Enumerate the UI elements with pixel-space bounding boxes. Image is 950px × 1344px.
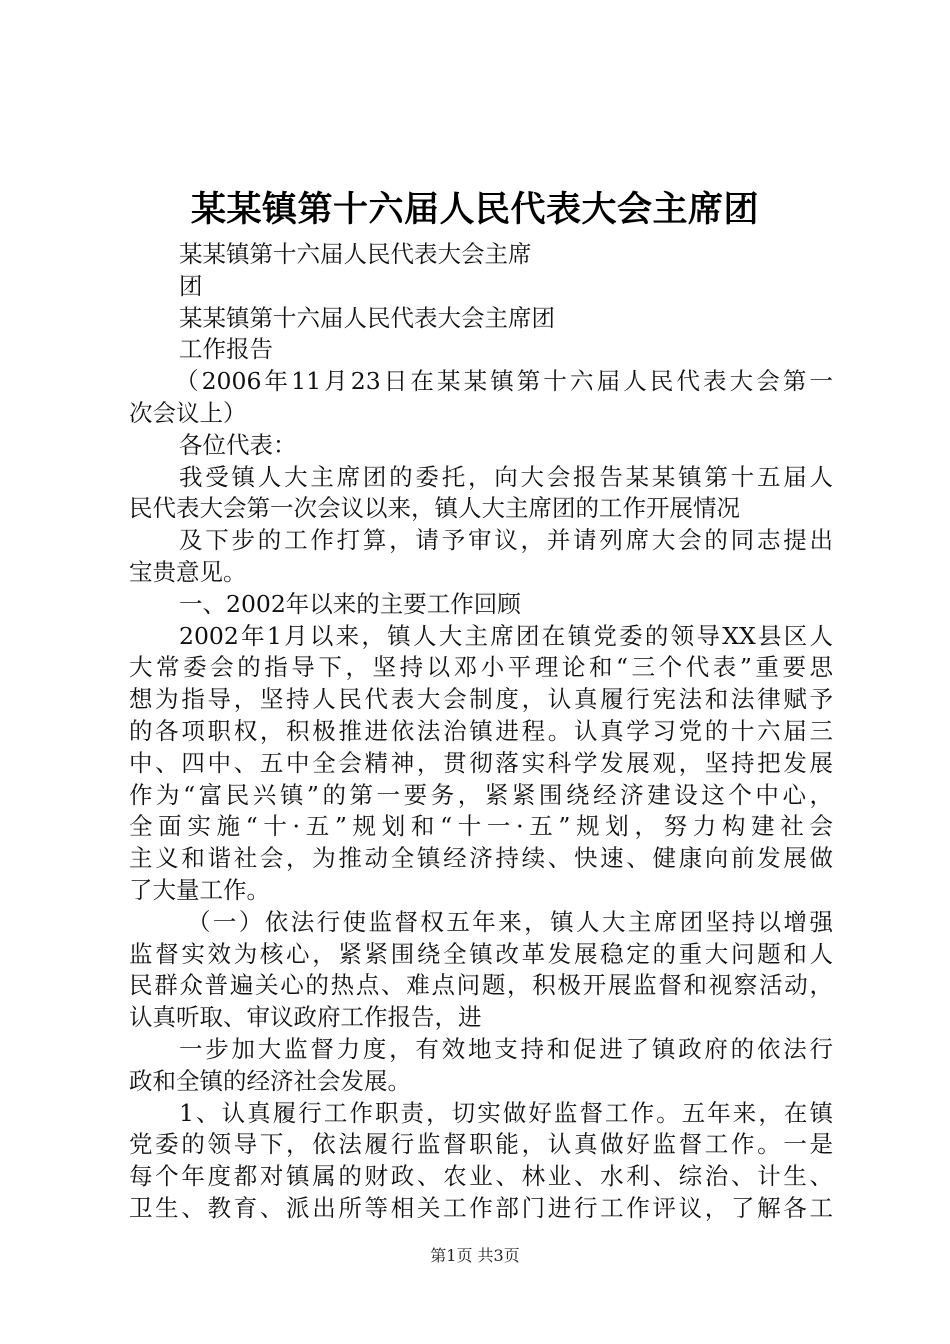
text-line: 2002年1月以来，镇人大主席团在镇党委的领导XX县区人 (179, 621, 833, 650)
text-line: 党委的领导下，依法履行监督职能，认真做好监督工作。一是 (129, 1130, 833, 1159)
text-line: 次会议上） (129, 398, 247, 427)
page-number: 第1页 共3页 (430, 1246, 520, 1265)
text-line: 大常委会的指导下，坚持以邓小平理论和“三个代表”重要思 (129, 653, 833, 682)
text-line: 民代表大会第一次会议以来，镇人大主席团的工作开展情况 (129, 494, 740, 523)
text-line: 全面实施“十·五”规划和“十一·五”规划，努力构建社会 (129, 812, 833, 841)
text-line: 某某镇第十六届人民代表大会主席 (179, 240, 532, 268)
text-line: 政和全镇的经济社会发展。 (129, 1066, 411, 1095)
text-line: （一）依法行使监督权五年来，镇人大主席团坚持以增强 (187, 907, 833, 936)
text-line: 民群众普遍关心的热点、难点问题，积极开展监督和视察活动， (129, 971, 833, 1000)
text-line: 中、四中、五中全会精神，贯彻落实科学发展观，坚持把发展 (129, 748, 833, 777)
text-line: 了大量工作。 (129, 875, 270, 904)
section-heading: 一、2002年以来的主要工作回顾 (179, 589, 521, 618)
text-line: 一步加大监督力度，有效地支持和促进了镇政府的依法行 (179, 1034, 833, 1063)
document-body (129, 239, 833, 1225)
text-line: 作为“富民兴镇”的第一要务，紧紧围绕经济建设这个中心， (129, 780, 833, 809)
text-line: 的各项职权，积极推进依法治镇进程。认真学习党的十六届三 (129, 716, 833, 745)
text-line: 及下步的工作打算，请予审议，并请列席大会的同志提出 (179, 526, 833, 555)
text-line: 某某镇第十六届人民代表大会主席团 (179, 303, 555, 332)
text-line: 卫生、教育、派出所等相关工作部门进行工作评议，了解各工 (129, 1193, 833, 1222)
text-line: 宝贵意见。 (129, 557, 247, 586)
text-line: 工作报告 (179, 335, 273, 364)
text-line: 主义和谐社会，为推动全镇经济持续、快速、健康向前发展做 (129, 844, 833, 873)
text-line: 团 (179, 271, 203, 300)
text-line: 各位代表： (179, 430, 297, 459)
text-line: 我受镇人大主席团的委托，向大会报告某某镇第十五届人 (179, 462, 833, 491)
text-line: （2006年11月23日在某某镇第十六届人民代表大会第一 (175, 367, 833, 396)
text-line: 想为指导，坚持人民代表大会制度，认真履行宪法和法律赋予 (129, 685, 833, 714)
text-line: 1、认真履行工作职责，切实做好监督工作。五年来，在镇 (179, 1098, 833, 1127)
text-line: 每个年度都对镇属的财政、农业、林业、水利、综治、计生、 (129, 1162, 833, 1191)
text-line: 监督实效为核心，紧紧围绕全镇改革发展稳定的重大问题和人 (129, 939, 833, 968)
document-title: 某某镇第十六届人民代表大会主席团 (190, 189, 759, 230)
text-line: 认真听取、审议政府工作报告，进 (129, 1003, 482, 1032)
